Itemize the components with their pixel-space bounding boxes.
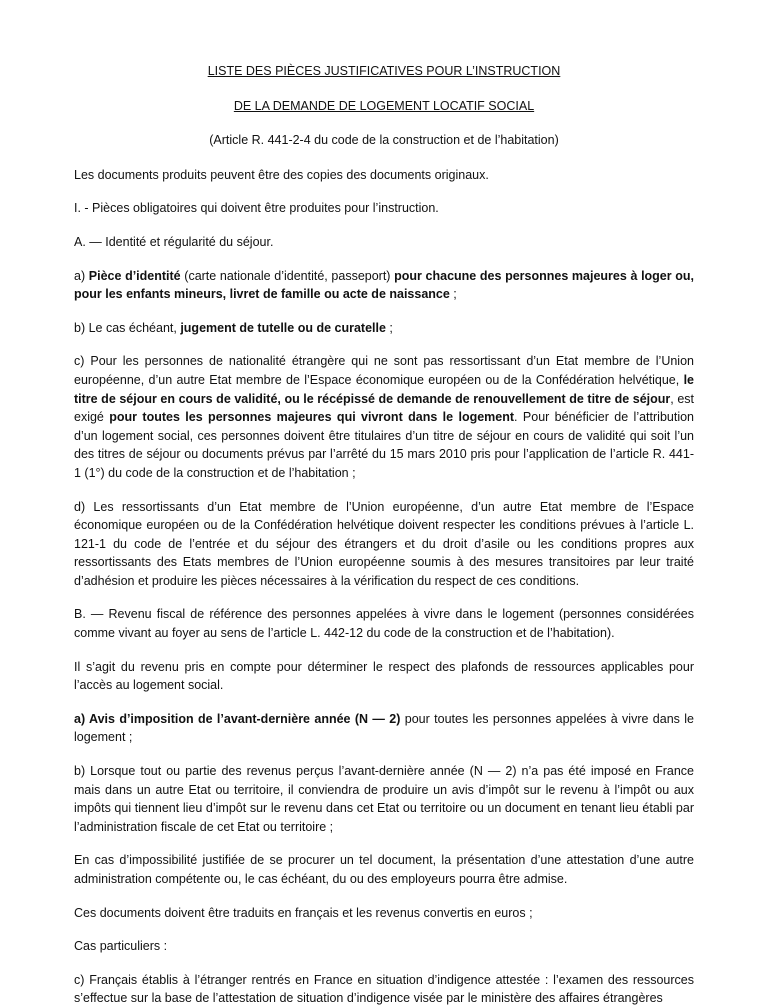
document-title-line-2: DE LA DEMANDE DE LOGEMENT LOCATIF SOCIAL <box>233 98 535 113</box>
item-b-text-1: b) Le cas échéant, <box>74 320 181 335</box>
item-a-bold-1: Pièce d’identité <box>88 268 181 283</box>
item-c-text-3: . Pour bénéficier de l’attribution d’un logement social, ces personnes doivent être titulaires d’un titre de séjour en cours de validité qui soit l’un des titres de séjour ou documents prévus par l’arrêté du 15 mars 2010 pris pour l’application de l’article R. 441-1 (1°) du code de la construction et de l’habitation ; <box>74 410 695 480</box>
item-a-text-3: ; <box>449 287 457 302</box>
item-bb-paragraph: b) Lorsque tout ou partie des revenus perçus l’avant-dernière année (N — 2) n’a pas été imposé en France mais dans un autre Etat ou territoire, il conviendra de produire un avis d’impôt sur le revenu à l’impôt ou aux impôts qui tiennent lieu d’impôt sur le revenu dans cet Etat ou territoire ou un document en tenant lieu établi par l’administration fiscale de cet Etat ou territoire ; <box>74 764 694 834</box>
article-reference: (Article R. 441-2-4 du code de la construction et de l’habitation) <box>209 133 559 148</box>
impossibility-paragraph: En cas d’impossibilité justifiée de se procurer un tel document, la présentation d’une attestation d’une autre administration compétente ou, le cas échéant, du ou des employeurs pourra être admise. <box>74 853 694 886</box>
item-a-text-2: (carte nationale d’identité, passeport) <box>180 268 395 283</box>
item-a-bold-2: pour chacune des personnes majeures à loger ou, pour les enfants mineurs, livret de famille ou acte de naissance <box>74 268 695 302</box>
item-b-bold-1: jugement de tutelle ou de curatelle <box>180 320 386 335</box>
section-b-heading: B. — Revenu fiscal de référence des personnes appelées à vivre dans le logement (personnes considérées comme vivant au foyer au sens de l’article L. 442-12 du code de la construction et de l’habitation). <box>74 607 694 641</box>
item-ba-bold: a) Avis d’imposition de l’avant-dernière année (N — 2) <box>74 711 401 726</box>
section-a-heading: A. — Identité et régularité du séjour. <box>74 234 274 249</box>
item-ba-paragraph <box>74 710 694 747</box>
item-c-bold-1: le titre de séjour en cours de validité, ou le récépissé de demande de renouvellement de titre de séjour <box>74 372 694 406</box>
item-b-paragraph <box>74 319 694 338</box>
item-c-text-1: c) Pour les personnes de nationalité étrangère qui ne sont pas ressortissant d’un Etat membre de l’Union européenne, d’un autre Etat membre de l’Espace économique européen ou de la Confédération helvétique, <box>74 354 694 387</box>
intro-paragraph: Les documents produits peuvent être des copies des documents originaux. <box>74 167 489 182</box>
item-ba-text: pour toutes les personnes appelées à vivre dans le logement ; <box>74 711 695 745</box>
item-a-text-1: a) <box>74 268 89 283</box>
item-c-paragraph <box>74 352 694 482</box>
item-bc-paragraph: c) Français établis à l’étranger rentrés en France en situation d’indigence attestée : l’examen des ressources s’effectue sur la base de l’attestation de situation d’indigence visée par le ministère des affaires étrangères <box>74 972 694 1006</box>
section-b-intro: Il s’agit du revenu pris en compte pour déterminer le respect des plafonds de ressources applicables pour l’accès au logement social. <box>74 659 694 693</box>
translation-paragraph: Ces documents doivent être traduits en français et les revenus convertis en euros ; <box>74 905 533 920</box>
item-c-bold-2: pour toutes les personnes majeures qui vivront dans le logement <box>109 410 515 425</box>
special-cases-heading: Cas particuliers : <box>74 939 168 954</box>
item-d-paragraph: d) Les ressortissants d’un Etat membre de l’Union européenne, d’un autre Etat membre de l’Espace économique européen ou de la Confédération helvétique doivent respecter les conditions prévues à l’article L. 121-1 du code de l’entrée et du séjour des étrangers et du droit d’asile ou les conditions propres aux ressortissants des Etats membres de l’Union européenne soumis à des mesures transitoires par leur traité d’adhésion et produire les pièces nécessaires à la vérification du respect de ces conditions. <box>74 499 694 588</box>
item-a-paragraph <box>74 267 694 304</box>
item-c-text-2: , est exigé <box>74 391 694 425</box>
document-title-line-1: LISTE DES PIÈCES JUSTIFICATIVES POUR L’INSTRUCTION <box>207 64 561 78</box>
item-b-text-2: ; <box>385 320 393 335</box>
section-i-heading: I. - Pièces obligatoires qui doivent être produites pour l’instruction. <box>74 201 439 216</box>
